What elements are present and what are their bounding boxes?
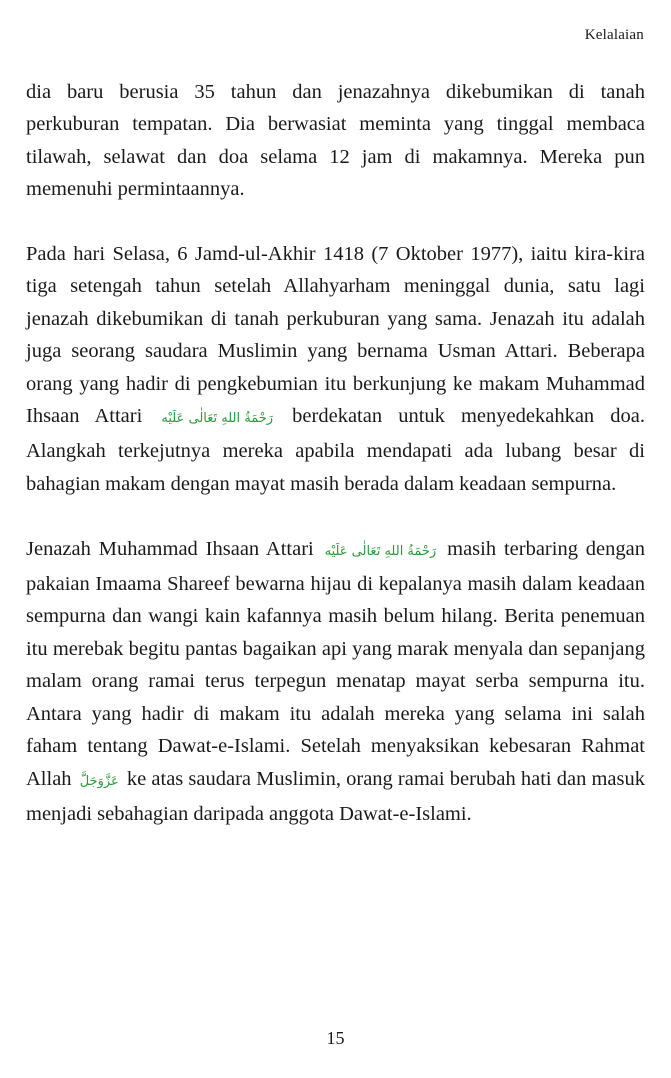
paragraph-3-text-before: Jenazah Muhammad Ihsaan Attari <box>26 537 314 560</box>
paragraph-3-text-after: ke atas saudara Muslimin, orang ramai berubah hati dan masuk menjadi sebahagian daripada anggota Dawat-e-Islami. <box>26 767 646 825</box>
arabic-honorific-azza-wa-jalla: عَزَّوَجَلَّ <box>79 773 119 789</box>
body-text <box>26 76 645 830</box>
paragraph-3-text-middle: masih terbaring dengan pakaian Imaama Shareef bewarna hijau di kepalanya masih dalam keadaan sempurna dan wangi kain kafannya masih belum hilang. Berita penemuan itu merebak begitu pantas bagaikan api yang marak menyala dan sepanjang malam orang ramai terus terpegun menatap mayat serba sempurna itu. Antara yang hadir di makam itu adalah mereka yang selama ini salah faham tentang Dawat-e-Islami. Setelah menyaksikan kebesaran Rahmat Allah <box>26 537 646 790</box>
paragraph-1 <box>26 76 645 206</box>
paragraph-2-text-after: berdekatan untuk menyedekahkan doa. Alangkah terkejutnya mereka apabila mendapati ada lubang besar di bahagian makam dengan mayat masih berada dalam keadaan sempurna. <box>26 405 646 495</box>
running-header: Kelalaian <box>584 27 644 43</box>
paragraph-2 <box>26 238 645 500</box>
paragraph-3 <box>26 533 645 831</box>
arabic-honorific: رَحْمَةُ اللهِ تَعَالٰى عَلَيْه <box>161 411 274 427</box>
paragraph-1-text: dia baru berusia 35 tahun dan jenazahnya dikebumikan di tanah perkuburan tempatan. Dia berwasiat meminta yang tinggal membaca tilawah, selawat dan doa selama 12 jam di makamnya. Mereka pun memenuhi permintaannya. <box>26 81 645 201</box>
page-number: 15 <box>326 1028 345 1048</box>
arabic-honorific: رَحْمَةُ اللهِ تَعَالٰى عَلَيْه <box>324 543 437 559</box>
paragraph-2-text-before: Pada hari Selasa, 6 Jamd-ul-Akhir 1418 (7 Oktober 1977), iaitu kira-kira tiga setengah tahun setelah Allahyarham meninggal dunia, satu lagi jenazah dikebumikan di tanah perkuburan yang sama. Jenazah itu adalah juga seorang saudara Muslimin yang bernama Usman Attari. Beberapa orang yang hadir di pengkebumian itu berkunjung ke makam Muhammad Ihsaan Attari <box>26 243 645 428</box>
